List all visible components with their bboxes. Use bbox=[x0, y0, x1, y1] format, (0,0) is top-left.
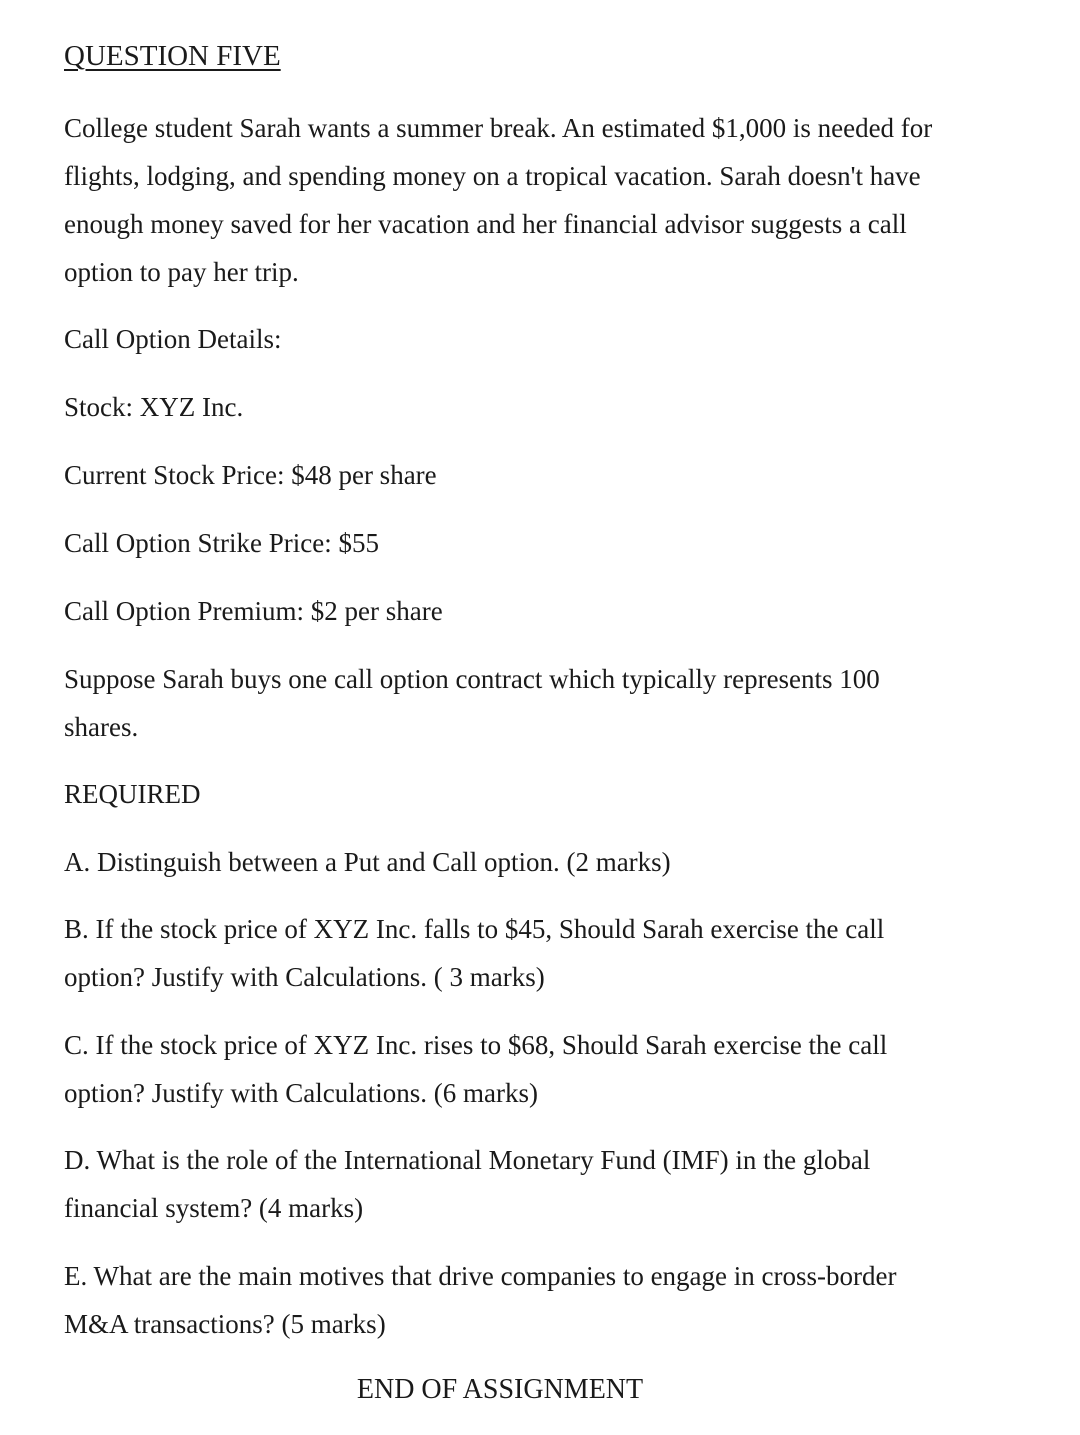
question-e-line: M&A transactions? (5 marks) bbox=[64, 1309, 386, 1339]
supposition-paragraph bbox=[64, 655, 1024, 751]
detail-premium: Call Option Premium: $2 per share bbox=[64, 596, 443, 626]
details-title: Call Option Details: bbox=[64, 324, 282, 354]
intro-line: option to pay her trip. bbox=[64, 257, 299, 287]
question-b-line: B. If the stock price of XYZ Inc. falls to $45, Should Sarah exercise the call bbox=[64, 914, 885, 944]
question-b bbox=[64, 905, 1024, 1001]
end-of-assignment: END OF ASSIGNMENT bbox=[356, 1374, 644, 1405]
question-b-line: option? Justify with Calculations. ( 3 marks) bbox=[64, 962, 545, 992]
intro-line: enough money saved for her vacation and her financial advisor suggests a call bbox=[64, 209, 907, 239]
question-c-line: C. If the stock price of XYZ Inc. rises to $68, Should Sarah exercise the call bbox=[64, 1030, 888, 1060]
supposition-line: Suppose Sarah buys one call option contract which typically represents 100 bbox=[64, 664, 880, 694]
question-a: A. Distinguish between a Put and Call option. (2 marks) bbox=[64, 847, 671, 877]
detail-strike-price: Call Option Strike Price: $55 bbox=[64, 528, 379, 558]
question-c bbox=[64, 1021, 1024, 1117]
intro-line: flights, lodging, and spending money on a tropical vacation. Sarah doesn't have bbox=[64, 161, 921, 191]
detail-stock: Stock: XYZ Inc. bbox=[64, 392, 244, 422]
question-e-line: E. What are the main motives that drive companies to engage in cross-border bbox=[64, 1261, 897, 1291]
question-d-line: D. What is the role of the International Monetary Fund (IMF) in the global bbox=[64, 1145, 871, 1175]
question-e bbox=[64, 1252, 1024, 1348]
supposition-line: shares. bbox=[64, 712, 139, 742]
question-d-line: financial system? (4 marks) bbox=[64, 1193, 364, 1223]
detail-current-price: Current Stock Price: $48 per share bbox=[64, 460, 437, 490]
question-c-line: option? Justify with Calculations. (6 marks) bbox=[64, 1078, 538, 1108]
intro-line: College student Sarah wants a summer break. An estimated $1,000 is needed for bbox=[64, 113, 933, 143]
question-heading: QUESTION FIVE bbox=[64, 40, 281, 72]
question-d bbox=[64, 1136, 1024, 1232]
required-title: REQUIRED bbox=[64, 779, 201, 809]
intro-paragraph bbox=[64, 104, 1024, 296]
